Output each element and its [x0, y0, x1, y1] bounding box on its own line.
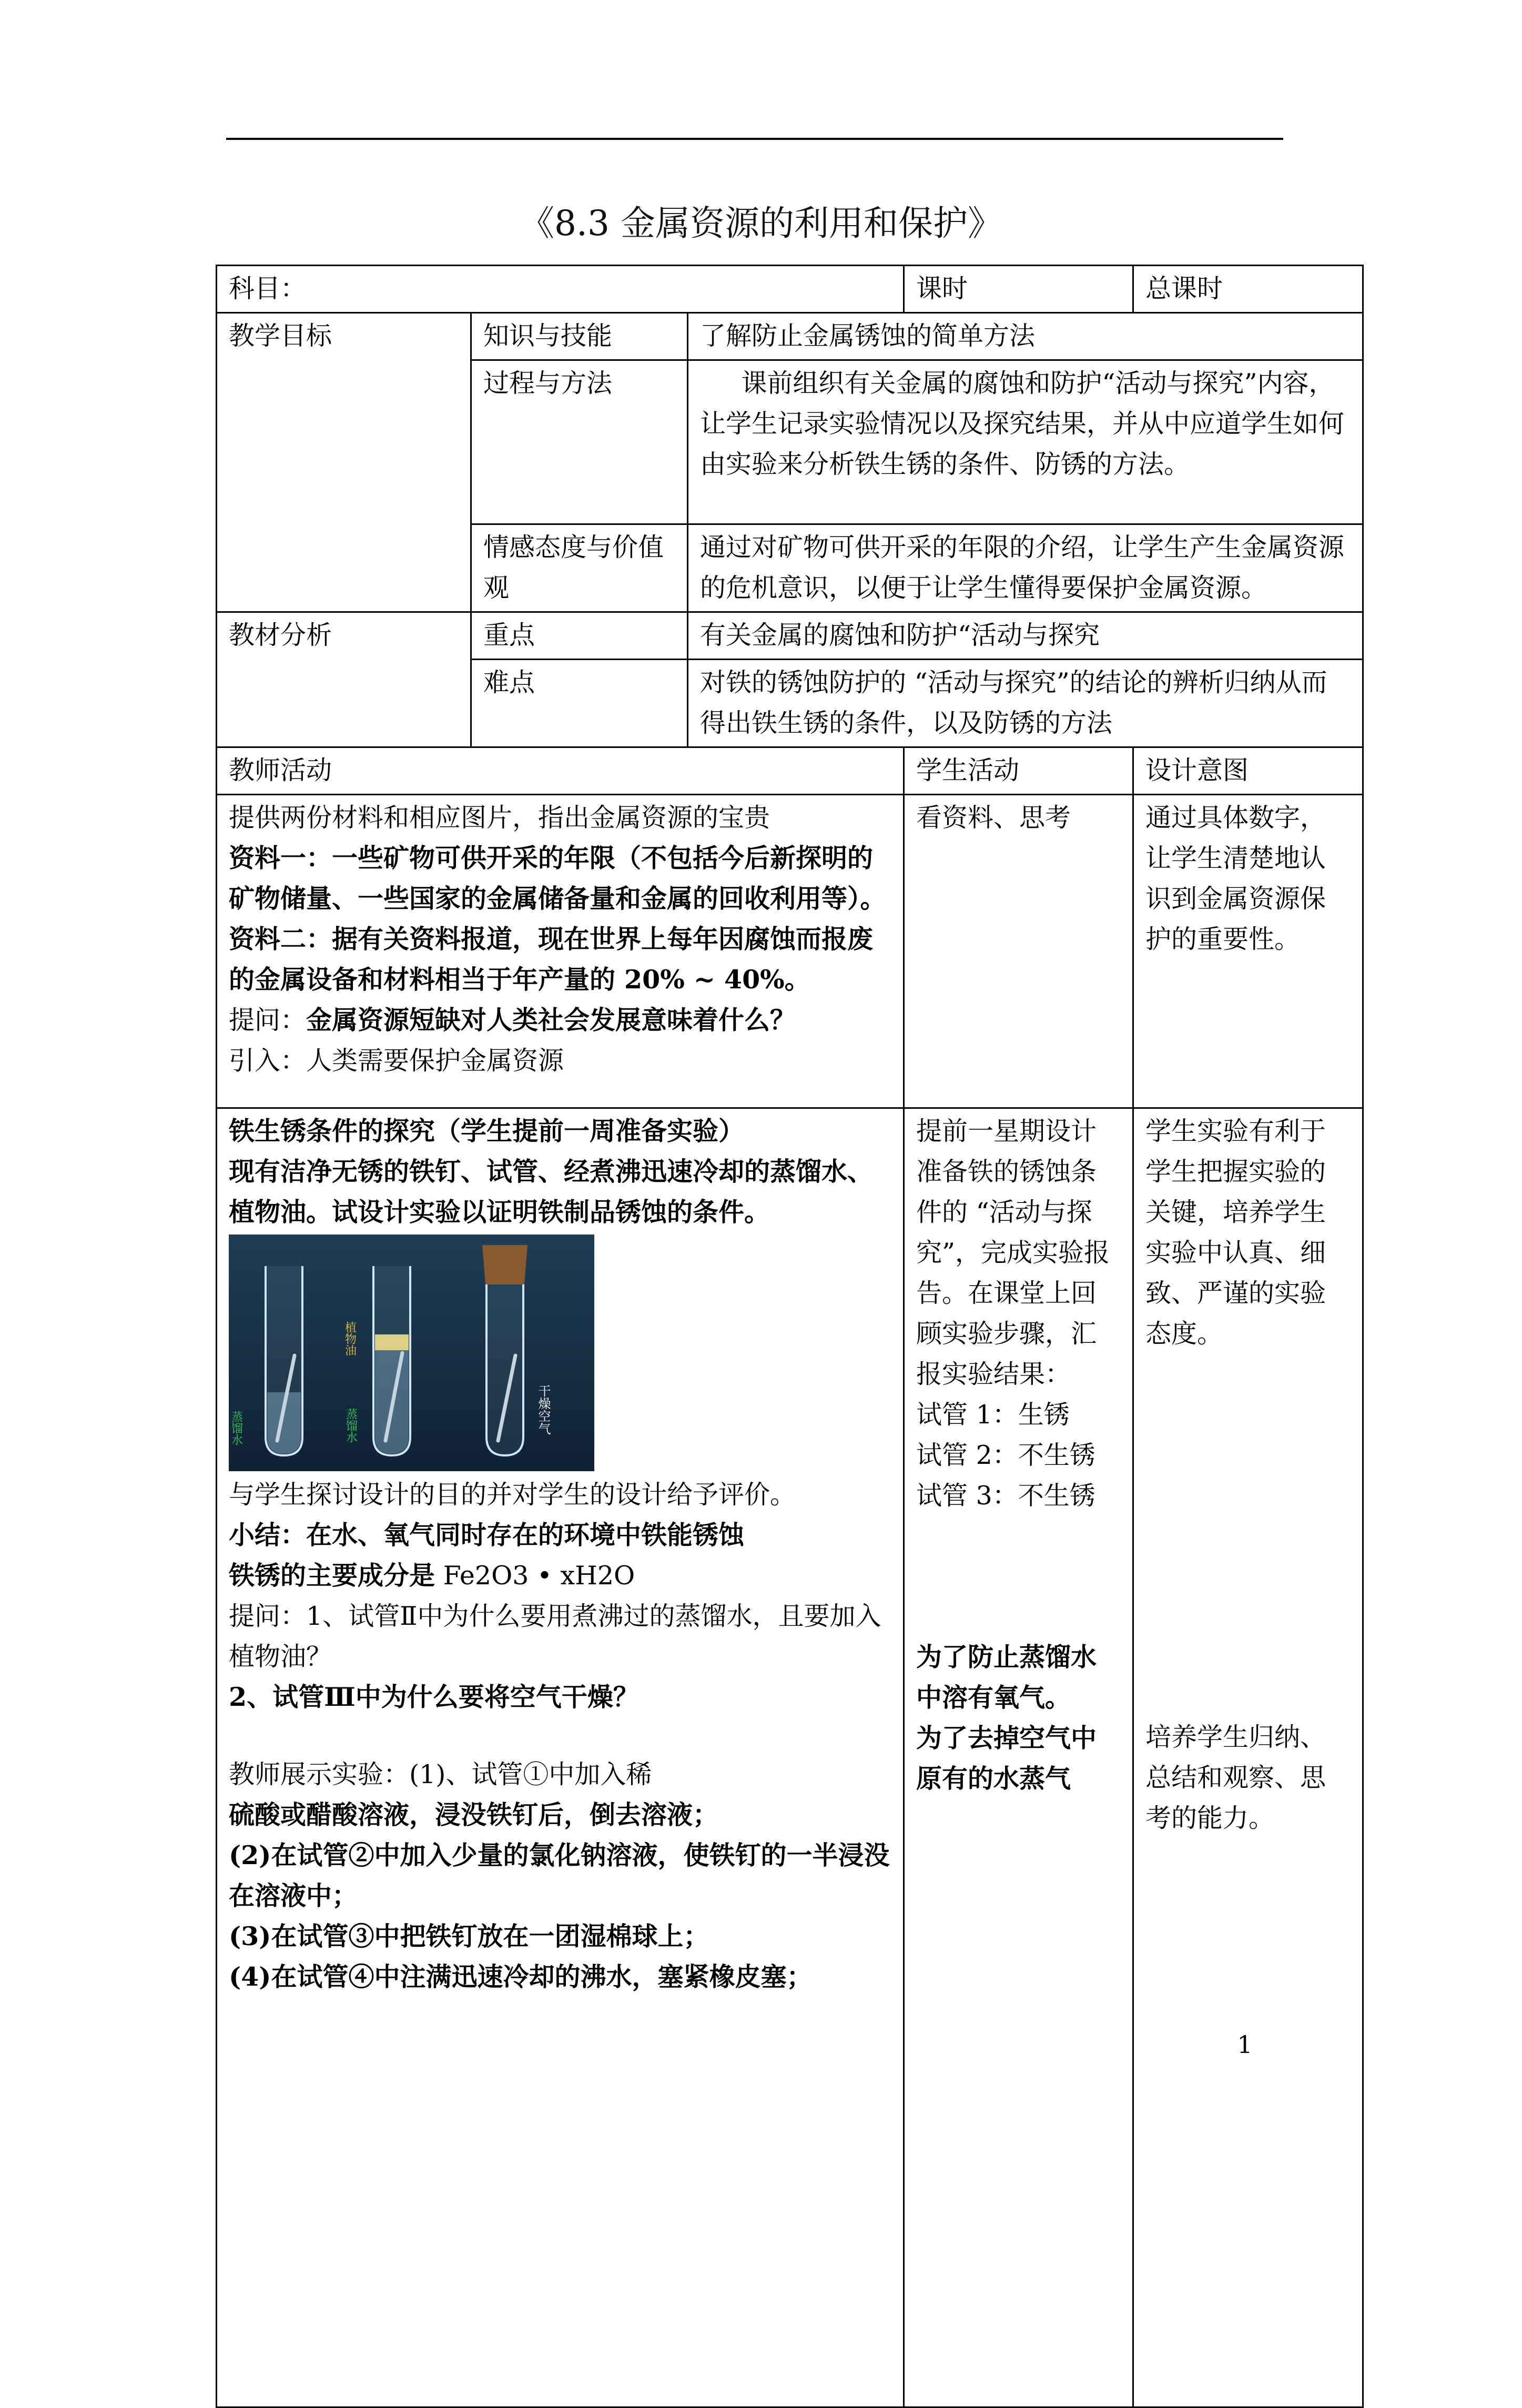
objective-knowledge-row	[217, 313, 1363, 360]
key-label: 重点	[471, 612, 688, 660]
section2-heading: 铁生锈条件的探究（学生提前一周准备实验）	[229, 1116, 745, 1146]
section1-design-cell: 通过具体数字，让学生清楚地认识到金属资源保护的重要性。	[1133, 795, 1363, 1108]
material-label: 教材分析	[217, 612, 471, 747]
period-label: 课时	[904, 266, 1133, 313]
difficult-text: 对铁的锈蚀防护的 “活动与探究”的结论的辨析归纳从而得出铁生锈的条件，以及防锈的方法	[688, 660, 1363, 747]
objectives-label: 教学目标	[217, 313, 471, 612]
demo-line-2: 硫酸或醋酸溶液，浸没铁钉后，倒去溶液；	[229, 1799, 719, 1830]
rust-prefix: 铁锈的主要成分是	[229, 1560, 435, 1591]
teacher-intro: 提供两份材料和相应图片，指出金属资源的宝贵	[229, 803, 770, 833]
design-1: 学生实验有利于学生把握实验的关键，培养学生实验中认真、细致、严谨的实验态度。	[1145, 1116, 1326, 1349]
page-title: 《8.3 金属资源的利用和保护》	[520, 203, 1002, 244]
discussion-line: 与学生探讨设计的目的并对学生的设计给予评价。	[229, 1480, 796, 1510]
difficult-label: 难点	[471, 660, 688, 747]
section1-teacher-cell	[217, 795, 904, 1108]
answer-2: 为了去掉空气中原有的水蒸气	[916, 1723, 1097, 1794]
section2-row	[217, 1108, 1363, 2407]
rust-line	[229, 1555, 891, 1596]
lead-in: 引入：人类需要保护金属资源	[229, 1046, 564, 1076]
header-rule	[226, 138, 1283, 140]
answer-1: 为了防止蒸馏水中溶有氧气。	[916, 1642, 1097, 1713]
student-column-header: 学生活动	[904, 747, 1133, 795]
demo-line-3: (2)在试管②中加入少量的氯化钠溶液，使铁钉的一半浸没在溶液中；	[229, 1840, 890, 1911]
question-label: 提问：	[229, 1005, 307, 1035]
page-number: 1	[1237, 2030, 1253, 2059]
knowledge-label: 知识与技能	[471, 313, 688, 360]
emotion-label: 情感态度与价值观	[471, 524, 688, 612]
test-tube-3	[482, 1245, 527, 1455]
test-tube-2	[373, 1266, 410, 1455]
student-report: 提前一星期设计准备铁的锈蚀条件的 “活动与探究”，完成实验报告。在课堂上回顾实验步骤，汇报实验结果：	[916, 1116, 1110, 1389]
tube3-label: 干燥空气	[536, 1384, 551, 1435]
rust-formula: Fe2O3 • xH2O	[443, 1561, 635, 1591]
test-tube-illustration	[229, 1235, 594, 1471]
section2-student-cell	[904, 1108, 1133, 2407]
design-column-header: 设计意图	[1133, 747, 1363, 795]
section2-setup: 现有洁净无锈的铁钉、试管、经煮沸迅速冷却的蒸馏水、植物油。试设计实验以证明铁制品锈蚀的条件。	[229, 1156, 874, 1227]
result-1: 试管 1：生锈	[916, 1400, 1070, 1430]
key-text: 有关金属的腐蚀和防护“活动与探究	[688, 612, 1363, 660]
material-one: 资料一：一些矿物可供开采的年限（不包括今后新探明的矿物储量、一些国家的金属储备量和金属的回收利用等）。	[229, 843, 886, 914]
design-2: 培养学生归纳、总结和观察、思考的能力。	[1145, 1722, 1326, 1833]
section2-teacher-cell	[217, 1108, 904, 2407]
activity-header-row	[217, 747, 1363, 795]
tube1-label: 蒸馏水	[229, 1411, 243, 1445]
section2-design-cell	[1133, 1108, 1363, 2407]
process-label: 过程与方法	[471, 360, 688, 524]
demo-line-4: (3)在试管③中把铁钉放在一团湿棉球上；	[229, 1921, 709, 1951]
question-text: 金属资源短缺对人类社会发展意味着什么？	[306, 1005, 796, 1035]
tube2-water-label: 蒸馏水	[344, 1408, 358, 1443]
tube2-oil-label: 植物油	[343, 1321, 357, 1356]
subject-label: 科目：	[217, 266, 904, 313]
test-tube-photo	[229, 1235, 594, 1471]
material-two: 资料二：据有关资料报道，现在世界上每年因腐蚀而报废的金属设备和材料相当于年产量的 20% ~ 40%。	[229, 924, 874, 995]
section1-student-cell: 看资料、思考	[904, 795, 1133, 1108]
summary-line: 小结：在水、氧气同时存在的环境中铁能锈蚀	[229, 1520, 745, 1550]
lesson-plan-table	[216, 265, 1364, 2408]
material-key-row	[217, 612, 1363, 660]
section1-row	[217, 795, 1363, 1108]
teacher-column-header: 教师活动	[217, 747, 904, 795]
question-one: 提问：1、试管Ⅱ中为什么要用煮沸过的蒸馏水，且要加入植物油？	[229, 1601, 881, 1672]
question-line	[229, 1000, 891, 1040]
result-3: 试管 3：不生锈	[916, 1481, 1095, 1511]
emotion-text: 通过对矿物可供开采的年限的介绍，让学生产生金属资源的危机意识，以便于让学生懂得要保护金属资源。	[688, 524, 1363, 612]
result-2: 试管 2：不生锈	[916, 1440, 1095, 1470]
question-two: 2、试管Ⅲ中为什么要将空气干燥？	[229, 1682, 639, 1712]
demo-line-1: 教师展示实验：(1)、试管①中加入稀	[229, 1759, 652, 1789]
total-period-label: 总课时	[1133, 266, 1363, 313]
subject-row	[217, 266, 1363, 313]
test-tube-1	[266, 1266, 302, 1455]
demo-line-5: (4)在试管④中注满迅速冷却的沸水，塞紧橡皮塞；	[229, 1961, 813, 1992]
knowledge-text: 了解防止金属锈蚀的简单方法	[688, 313, 1363, 360]
process-text: 课前组织有关金属的腐蚀和防护“活动与探究”内容，让学生记录实验情况以及探究结果，并从中应道学生如何由实验来分析铁生锈的条件、防锈的方法。	[688, 360, 1363, 524]
